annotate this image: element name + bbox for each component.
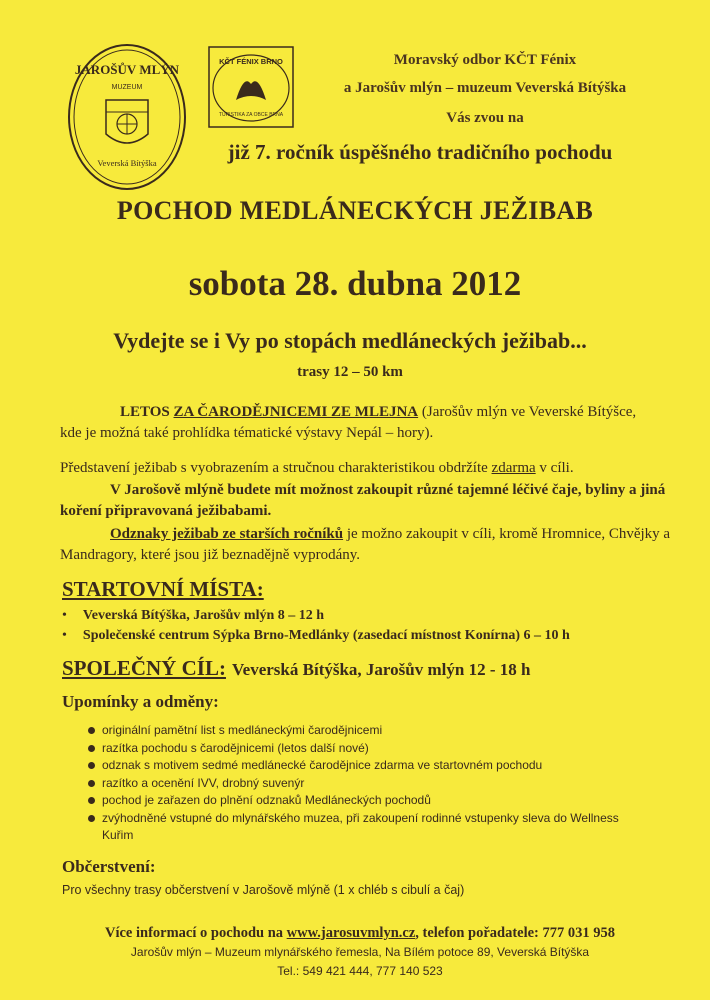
shop-text-a: V Jarošově mlýně budete mít (110, 482, 300, 498)
footer-phone: Tel.: 549 421 444, 777 140 523 (277, 964, 443, 978)
event-date: sobota 28. dubna 2012 (188, 264, 522, 303)
paragraph-witch-info (60, 458, 690, 479)
start-heading: STARTOVNÍ MÍSTA: (62, 577, 264, 601)
logo-kct-name: KČT FÉNIX BRNO (219, 57, 283, 66)
edition-text: již 7. ročník úspěšného tradičního pochodu (227, 140, 613, 164)
event-subtitle: Vydejte se i Vy po stopách medláneckých ježibab... (113, 328, 587, 353)
refreshments-text: Pro všechny trasy občerstvení v Jarošově mlýně (1 x chléb s cibulí a čaj) (62, 883, 465, 897)
event-title: POCHOD MEDLÁNECKÝCH JEŽIBAB (116, 196, 594, 225)
paragraph-badges (60, 524, 680, 566)
paragraph-this-year (60, 402, 660, 444)
badges-highlight: Odznaky ježibab ze starších ročníků (110, 526, 344, 542)
list-item: razítka pochodu s čarodějnicemi (letos další nové) (88, 740, 648, 758)
invitation-text: Vás zvou na (446, 110, 524, 126)
logo-mill-name: JAROŠŮV MLÝN (74, 62, 180, 77)
shop-text-c: různé (412, 482, 457, 498)
start-list (62, 606, 682, 646)
phoenix-icon (236, 81, 266, 100)
this-year-details: (Jarošův mlýn ve Veverské Bítýšce, kde je možná také prohlídka tématické výstavy Nepál – hory). (60, 404, 637, 441)
start-item: • Společenské centrum Sýpka Brno-Medlánky (zasedací místnost Konírna) 6 – 10 h (62, 626, 682, 646)
list-item: razítko a ocenění IVV, drobný suvenýr (88, 775, 648, 793)
shop-text-b: možnost zakoupit (299, 482, 413, 498)
list-item: zvýhodněné vstupné do mlynářského muzea, při zakoupení rodinné vstupenky sleva do Wellness Kuřim (88, 810, 648, 845)
kct-fenix-logo (206, 44, 296, 130)
refreshments-heading: Občerstvení: (62, 857, 156, 876)
jarosuv-mlyn-logo (66, 42, 188, 192)
goal-heading: SPOLEČNÝ CÍL: (62, 656, 226, 680)
goal-place: Veverská Bítýška, Jarošův mlýn 12 - 18 h (231, 660, 531, 679)
route-lengths: trasy 12 – 50 km (297, 364, 403, 380)
badges-text: je možno zakoupit v cíli, kromě Hromnice, Chvějky a Mandragory, které jsou již beznadějně vyprodány. (60, 526, 671, 563)
list-item: odznak s motivem sedmé medlánecké čarodějnice zdarma ve startovném pochodu (88, 757, 648, 775)
logo-mill-town: Veverská Bítýška (97, 158, 157, 168)
organizer-line-2: a Jarošův mlýn – muzeum Veverská Bítýška (343, 80, 627, 96)
logo-mill-museum: MUZEUM (111, 84, 143, 91)
logo-kct-motto: TURISTIKA ZA OBCE BRNA (218, 112, 284, 118)
goal-row (62, 656, 682, 681)
witch-info-end: v cíli. (535, 460, 574, 476)
footer (40, 924, 680, 981)
witch-info-text: Představení ježibab s vyobrazením a stručnou charakteristikou obdržíte (60, 460, 492, 476)
footer-info: Více informací o pochodu na www.jarosuvmlyn.cz, telefon pořadatele: 777 031 958 (104, 925, 616, 941)
rewards-heading: Upomínky a odměny: (62, 692, 219, 711)
footer-address: Jarošův mlýn – Muzeum mlynářského řemesla, Na Bílém potoce 89, Veverská Bítýška (130, 945, 590, 959)
list-item: pochod je zařazen do plnění odznaků Medláneckých pochodů (88, 792, 648, 810)
rewards-list (88, 722, 648, 845)
list-item: originální pamětní list s medláneckými čarodějnicemi (88, 722, 648, 740)
this-year-label: LETOS (120, 404, 174, 420)
start-item: • Veverská Bítýška, Jarošův mlýn 8 – 12 h (62, 606, 682, 626)
this-year-highlight: ZA ČARODĚJNICEMI ZE MLEJNA (173, 404, 419, 420)
paragraph-shop (60, 480, 680, 522)
free-highlight: zdarma (491, 460, 536, 476)
shop-text-d: tajemné léčivé čaje, byliny a jiná koření připravovaná ježibabami. (60, 482, 666, 519)
organizer-line-1: Moravský odbor KČT Fénix (393, 52, 577, 68)
website-link[interactable]: www.jarosuvmlyn.cz (286, 925, 416, 941)
